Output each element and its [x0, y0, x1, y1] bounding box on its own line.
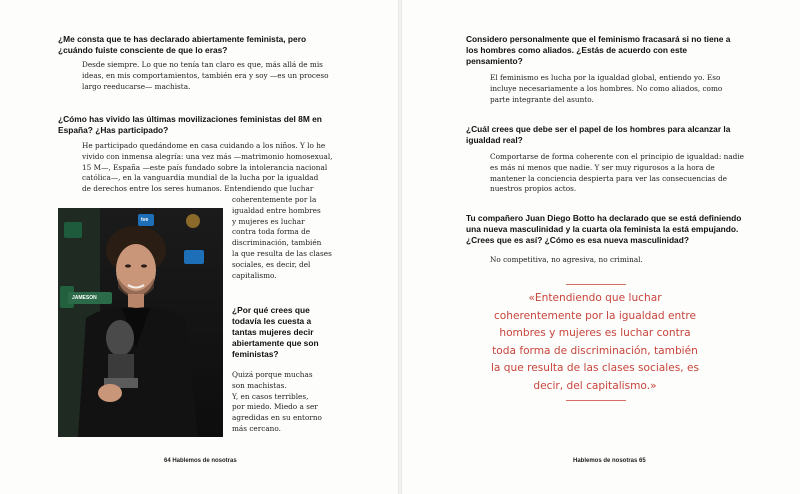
answer-2-wrap-line: igualdad entre hombres [232, 205, 321, 215]
question-1-right: Considero personalmente que el feminismo fracasará si no tiene a los hombres como aliados. ¿Estás de acuerdo con este pensamiento? [466, 34, 731, 66]
portrait-photo [58, 208, 223, 437]
question-3-line: todavía les cuesta a [232, 316, 312, 326]
answer-2-right [490, 152, 750, 195]
pull-quote-rule-top [566, 284, 626, 285]
answer-2-wrap-line: y mujeres es luchar [232, 216, 305, 226]
answer-2-wrap-line: coherentemente por la [232, 195, 317, 204]
answer-3-line: son machistas. [232, 380, 287, 390]
answer-3-line: más cercano. [232, 423, 281, 433]
pull-quote: «Entendiendo que luchar coherentemente por la igualdad entre hombres y mujeres es luchar contra toda forma de discriminación, también la que resulta de las clases sociales, es decir, del capitalismo.» [490, 292, 700, 392]
question-3 [232, 305, 342, 360]
question-1: ¿Me consta que te has declarado abiertamente feminista, pero ¿cuándo fuiste consciente de que lo eras? [58, 34, 307, 55]
answer-2-line: He participado quedándome en casa cuidando a los niños. Y lo he [82, 141, 326, 150]
answer-2 [82, 141, 352, 195]
answer-1-right [490, 73, 740, 105]
answer-3-right [490, 255, 740, 266]
answer-2-wrap-line: la que resulta de las clases [232, 248, 332, 258]
question-3-line: feministas? [232, 349, 279, 359]
answer-2-line: de derechos entre los seres humanos. Entendiendo que luchar [82, 184, 314, 194]
answer-2-wrap-line: discriminación, también [232, 238, 322, 248]
page-footer-left: 64 Hablemos de nosotras [164, 458, 237, 464]
question-3-line: tantas mujeres decir [232, 327, 314, 337]
question-3-line: ¿Por qué crees que [232, 305, 310, 315]
answer-2-line: 15 M—, España —este país fundado sobre la intolerancia nacional [82, 162, 328, 172]
answer-2-line: católica—, en la vanguardia mundial de la lucha por la igualdad [82, 173, 319, 183]
page-footer-right: Hablemos de nosotras 65 [573, 458, 646, 464]
photo-sponsor-label: JAMESON [72, 295, 97, 301]
question-3-right: Tu compañero Juan Diego Botto ha declarado que se está definiendo una nueva masculinidad y la cuarta ola feminista la está empujando. ¿Crees que es así? ¿Cómo es esa nueva masculinidad? [466, 213, 742, 245]
question-2: ¿Cómo has vivido las últimas movilizaciones feministas del 8M en España? ¿Has participado? [58, 114, 322, 135]
answer-3-right-text: No competitiva, no agresiva, no criminal. [490, 255, 643, 264]
answer-3-line: Quizá porque muchas [232, 370, 313, 379]
answer-3-line: por miedo. Miedo a ser [232, 402, 318, 412]
question-2-right: ¿Cuál crees que debe ser el papel de los hombres para alcanzar la igualdad real? [466, 124, 731, 145]
answer-2-wrap [232, 195, 342, 281]
pull-quote-rule-bottom [566, 400, 626, 401]
answer-1-text: Desde siempre. Lo que no tenía tan claro es que, más allá de mis ideas, en mis comportamientos, también era y soy —es un proceso largo reeducarse— machista. [82, 60, 329, 91]
question-3-line: abiertamente que son [232, 338, 319, 348]
photo-badge-label: tve [141, 217, 149, 223]
answer-2-right-text: Comportarse de forma coherente con el principio de igualdad: nadie es más ni menos que nadie. Y ser muy rigurosos a la hora de mantener la conciencia despierta para ver las consecuencias de nuestros propios actos. [490, 152, 744, 194]
answer-1-right-text: El feminismo es lucha por la igualdad global, entiendo yo. Eso incluye necesariamente a los hombres. No como aliados, como parte integrante del asunto. [490, 73, 723, 104]
man-holding-trophy-illustration [58, 208, 223, 437]
answer-3 [232, 370, 342, 435]
answer-1 [82, 60, 332, 92]
answer-2-wrap-line: contra toda forma de [232, 227, 311, 237]
answer-2-wrap-line: sociales, es decir, del [232, 259, 311, 269]
answer-3-line: Y, en casos terribles, [232, 391, 309, 401]
answer-2-wrap-line: capitalismo. [232, 270, 277, 280]
answer-3-line: agredidas en su entorno [232, 413, 322, 423]
answer-2-line: vivido con inmensa alegría: una vez más —matrimonio homosexual, [82, 151, 333, 161]
